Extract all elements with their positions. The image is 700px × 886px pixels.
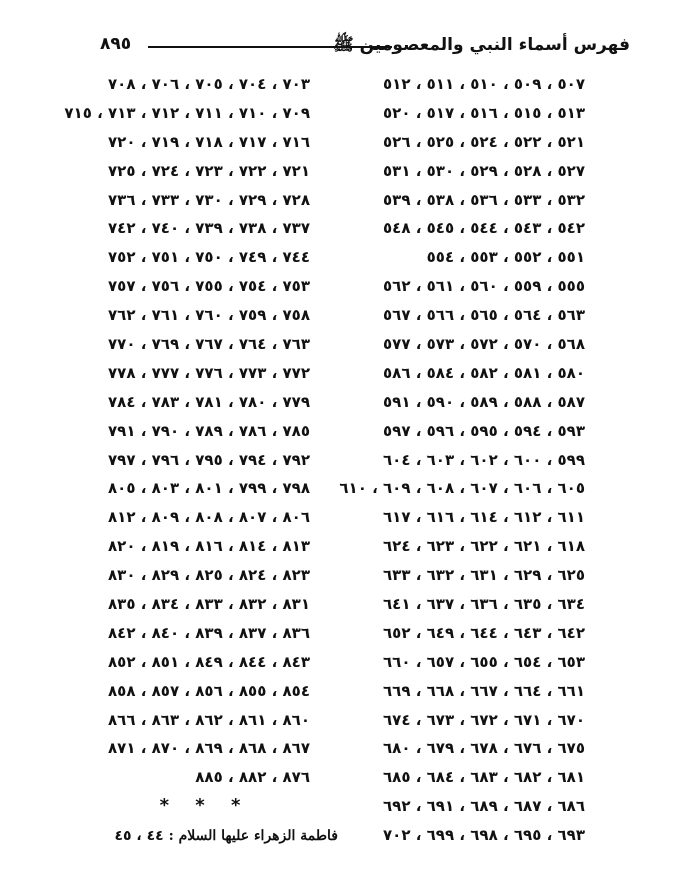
- page-header: [100, 34, 630, 60]
- index-line: ٨٧٦ ، ٨٨٢ ، ٨٨٥: [195, 768, 310, 787]
- index-line: ٥٩٩ ، ٦٠٠ ، ٦٠٢ ، ٦٠٣ ، ٦٠٤: [383, 450, 585, 469]
- index-line: ٦٤٢ ، ٦٤٣ ، ٦٤٤ ، ٦٤٩ ، ٦٥٢: [383, 623, 585, 642]
- index-line: ٦٧٥ ، ٦٧٦ ، ٦٧٨ ، ٦٧٩ ، ٦٨٠: [383, 739, 585, 758]
- index-line: ٥٢١ ، ٥٢٢ ، ٥٢٤ ، ٥٢٥ ، ٥٢٦: [383, 132, 585, 151]
- index-line: ٦٣٤ ، ٦٣٥ ، ٦٣٦ ، ٦٣٧ ، ٦٤١: [383, 595, 585, 614]
- index-line: ٥٠٧ ، ٥٠٩ ، ٥١٠ ، ٥١١ ، ٥١٢: [383, 75, 585, 93]
- index-line: ٨٥٤ ، ٨٥٥ ، ٨٥٦ ، ٨٥٧ ، ٨٥٨: [108, 681, 310, 700]
- index-title: فهرس أسماء النبي والمعصومين ﷺ: [333, 35, 630, 55]
- index-line: ٧٥٨ ، ٧٥٩ ، ٧٦٠ ، ٧٦١ ، ٧٦٢: [108, 306, 310, 325]
- index-line: ٦٩٣ ، ٦٩٥ ، ٦٩٨ ، ٦٩٩ ، ٧٠٢: [383, 826, 585, 845]
- index-line: ٦٥٣ ، ٦٥٤ ، ٦٥٥ ، ٦٥٧ ، ٦٦٠: [383, 652, 585, 671]
- index-line: ٨٣١ ، ٨٣٢ ، ٨٣٣ ، ٨٣٤ ، ٨٣٥: [108, 595, 310, 614]
- index-line: ٥٥٥ ، ٥٥٩ ، ٥٦٠ ، ٥٦١ ، ٥٦٢: [383, 277, 585, 296]
- index-line: ٦١١ ، ٦١٢ ، ٦١٤ ، ٦١٦ ، ٦١٧: [383, 508, 585, 527]
- index-line: ٧٠٩ ، ٧١٠ ، ٧١١ ، ٧١٢ ، ٧١٣ ، ٧١٥: [64, 103, 310, 122]
- index-line: ٧٢١ ، ٧٢٢ ، ٧٢٣ ، ٧٢٤ ، ٧٢٥: [108, 161, 310, 180]
- index-line: ٧٥٣ ، ٧٥٤ ، ٧٥٥ ، ٧٥٦ ، ٧٥٧: [108, 277, 310, 296]
- index-line: ٦١٨ ، ٦٢١ ، ٦٢٢ ، ٦٢٣ ، ٦٢٤: [383, 537, 585, 556]
- section-separator-stars: * * *: [159, 795, 251, 817]
- index-line: ٧١٦ ، ٧١٧ ، ٧١٨ ، ٧١٩ ، ٧٢٠: [108, 132, 310, 151]
- index-line: ٥١٣ ، ٥١٥ ، ٥١٦ ، ٥١٧ ، ٥٢٠: [383, 103, 585, 122]
- footer-index-entry: [114, 828, 338, 844]
- index-line: ٥٦٨ ، ٥٧٠ ، ٥٧٢ ، ٥٧٣ ، ٥٧٧: [383, 335, 585, 354]
- index-line: ٥٥١ ، ٥٥٢ ، ٥٥٣ ، ٥٥٤: [426, 248, 585, 267]
- index-line: ٦٠٥ ، ٦٠٦ ، ٦٠٧ ، ٦٠٨ ، ٦٠٩ ، ٦١٠: [339, 479, 585, 498]
- index-line: ٥٨٧ ، ٥٨٨ ، ٥٨٩ ، ٥٩٠ ، ٥٩١: [383, 392, 585, 411]
- index-line: ٦٨١ ، ٦٨٢ ، ٦٨٣ ، ٦٨٤ ، ٦٨٥: [383, 768, 585, 787]
- entry-name: فاطمة الزهراء عليها السلام :: [168, 828, 338, 844]
- page-number: ٨٩٥: [100, 34, 132, 54]
- index-line: ٥٣٢ ، ٥٣٣ ، ٥٣٦ ، ٥٣٨ ، ٥٣٩: [383, 190, 585, 209]
- right-column: [339, 70, 585, 850]
- header-rule: [148, 46, 392, 48]
- index-line: ٦٨٦ ، ٦٨٧ ، ٦٨٩ ، ٦٩١ ، ٦٩٢: [383, 797, 585, 816]
- index-line: ٧٧٢ ، ٧٧٣ ، ٧٧٦ ، ٧٧٧ ، ٧٧٨: [108, 363, 310, 382]
- index-line: ٦٦١ ، ٦٦٤ ، ٦٦٧ ، ٦٦٨ ، ٦٦٩: [383, 681, 585, 700]
- index-line: ٧٠٣ ، ٧٠٤ ، ٧٠٥ ، ٧٠٦ ، ٧٠٨: [108, 75, 310, 93]
- index-line: ٨٦٧ ، ٨٦٨ ، ٨٦٩ ، ٨٧٠ ، ٨٧١: [108, 739, 310, 758]
- index-line: ٧٢٨ ، ٧٢٩ ، ٧٣٠ ، ٧٣٣ ، ٧٣٦: [108, 190, 310, 209]
- index-line: ٧٩٨ ، ٧٩٩ ، ٨٠١ ، ٨٠٣ ، ٨٠٥: [108, 479, 310, 498]
- index-line: ٥٢٧ ، ٥٢٨ ، ٥٢٩ ، ٥٣٠ ، ٥٣١: [383, 161, 585, 180]
- index-line: ٨١٣ ، ٨١٤ ، ٨١٦ ، ٨١٩ ، ٨٢٠: [108, 537, 310, 556]
- index-line: ٨٠٦ ، ٨٠٧ ، ٨٠٨ ، ٨٠٩ ، ٨١٢: [108, 508, 310, 527]
- index-line: ٦٢٥ ، ٦٢٩ ، ٦٣١ ، ٦٣٢ ، ٦٣٣: [383, 566, 585, 585]
- index-line: ٨٢٣ ، ٨٢٤ ، ٨٢٥ ، ٨٢٩ ، ٨٣٠: [108, 566, 310, 585]
- index-line: ٥٩٣ ، ٥٩٤ ، ٥٩٥ ، ٥٩٦ ، ٥٩٧: [383, 421, 585, 440]
- index-line: ٨٦٠ ، ٨٦١ ، ٨٦٢ ، ٨٦٣ ، ٨٦٦: [108, 710, 310, 729]
- index-line: ٧٤٤ ، ٧٤٩ ، ٧٥٠ ، ٧٥١ ، ٧٥٢: [108, 248, 310, 267]
- index-line: ٨٤٣ ، ٨٤٤ ، ٨٤٩ ، ٨٥١ ، ٨٥٢: [108, 652, 310, 671]
- index-line: ٧٨٥ ، ٧٨٦ ، ٧٨٩ ، ٧٩٠ ، ٧٩١: [108, 421, 310, 440]
- index-line: ٧٣٧ ، ٧٣٨ ، ٧٣٩ ، ٧٤٠ ، ٧٤٢: [108, 219, 310, 238]
- index-line: ٥٤٢ ، ٥٤٣ ، ٥٤٤ ، ٥٤٥ ، ٥٤٨: [383, 219, 585, 238]
- index-line: ٦٧٠ ، ٦٧١ ، ٦٧٢ ، ٦٧٣ ، ٦٧٤: [383, 710, 585, 729]
- index-line: ٧٧٩ ، ٧٨٠ ، ٧٨١ ، ٧٨٣ ، ٧٨٤: [108, 392, 310, 411]
- index-line: ٨٣٦ ، ٨٣٧ ، ٨٣٩ ، ٨٤٠ ، ٨٤٢: [108, 623, 310, 642]
- index-line: ٥٦٣ ، ٥٦٤ ، ٥٦٥ ، ٥٦٦ ، ٥٦٧: [383, 306, 585, 325]
- index-line: ٧٩٢ ، ٧٩٤ ، ٧٩٥ ، ٧٩٦ ، ٧٩٧: [108, 450, 310, 469]
- index-line: ٥٨٠ ، ٥٨١ ، ٥٨٢ ، ٥٨٤ ، ٥٨٦: [383, 363, 585, 382]
- index-line: ٧٦٣ ، ٧٦٤ ، ٧٦٧ ، ٧٦٩ ، ٧٧٠: [108, 335, 310, 354]
- entry-pages: ٤٤ ، ٤٥: [114, 828, 164, 844]
- left-column: [64, 70, 310, 821]
